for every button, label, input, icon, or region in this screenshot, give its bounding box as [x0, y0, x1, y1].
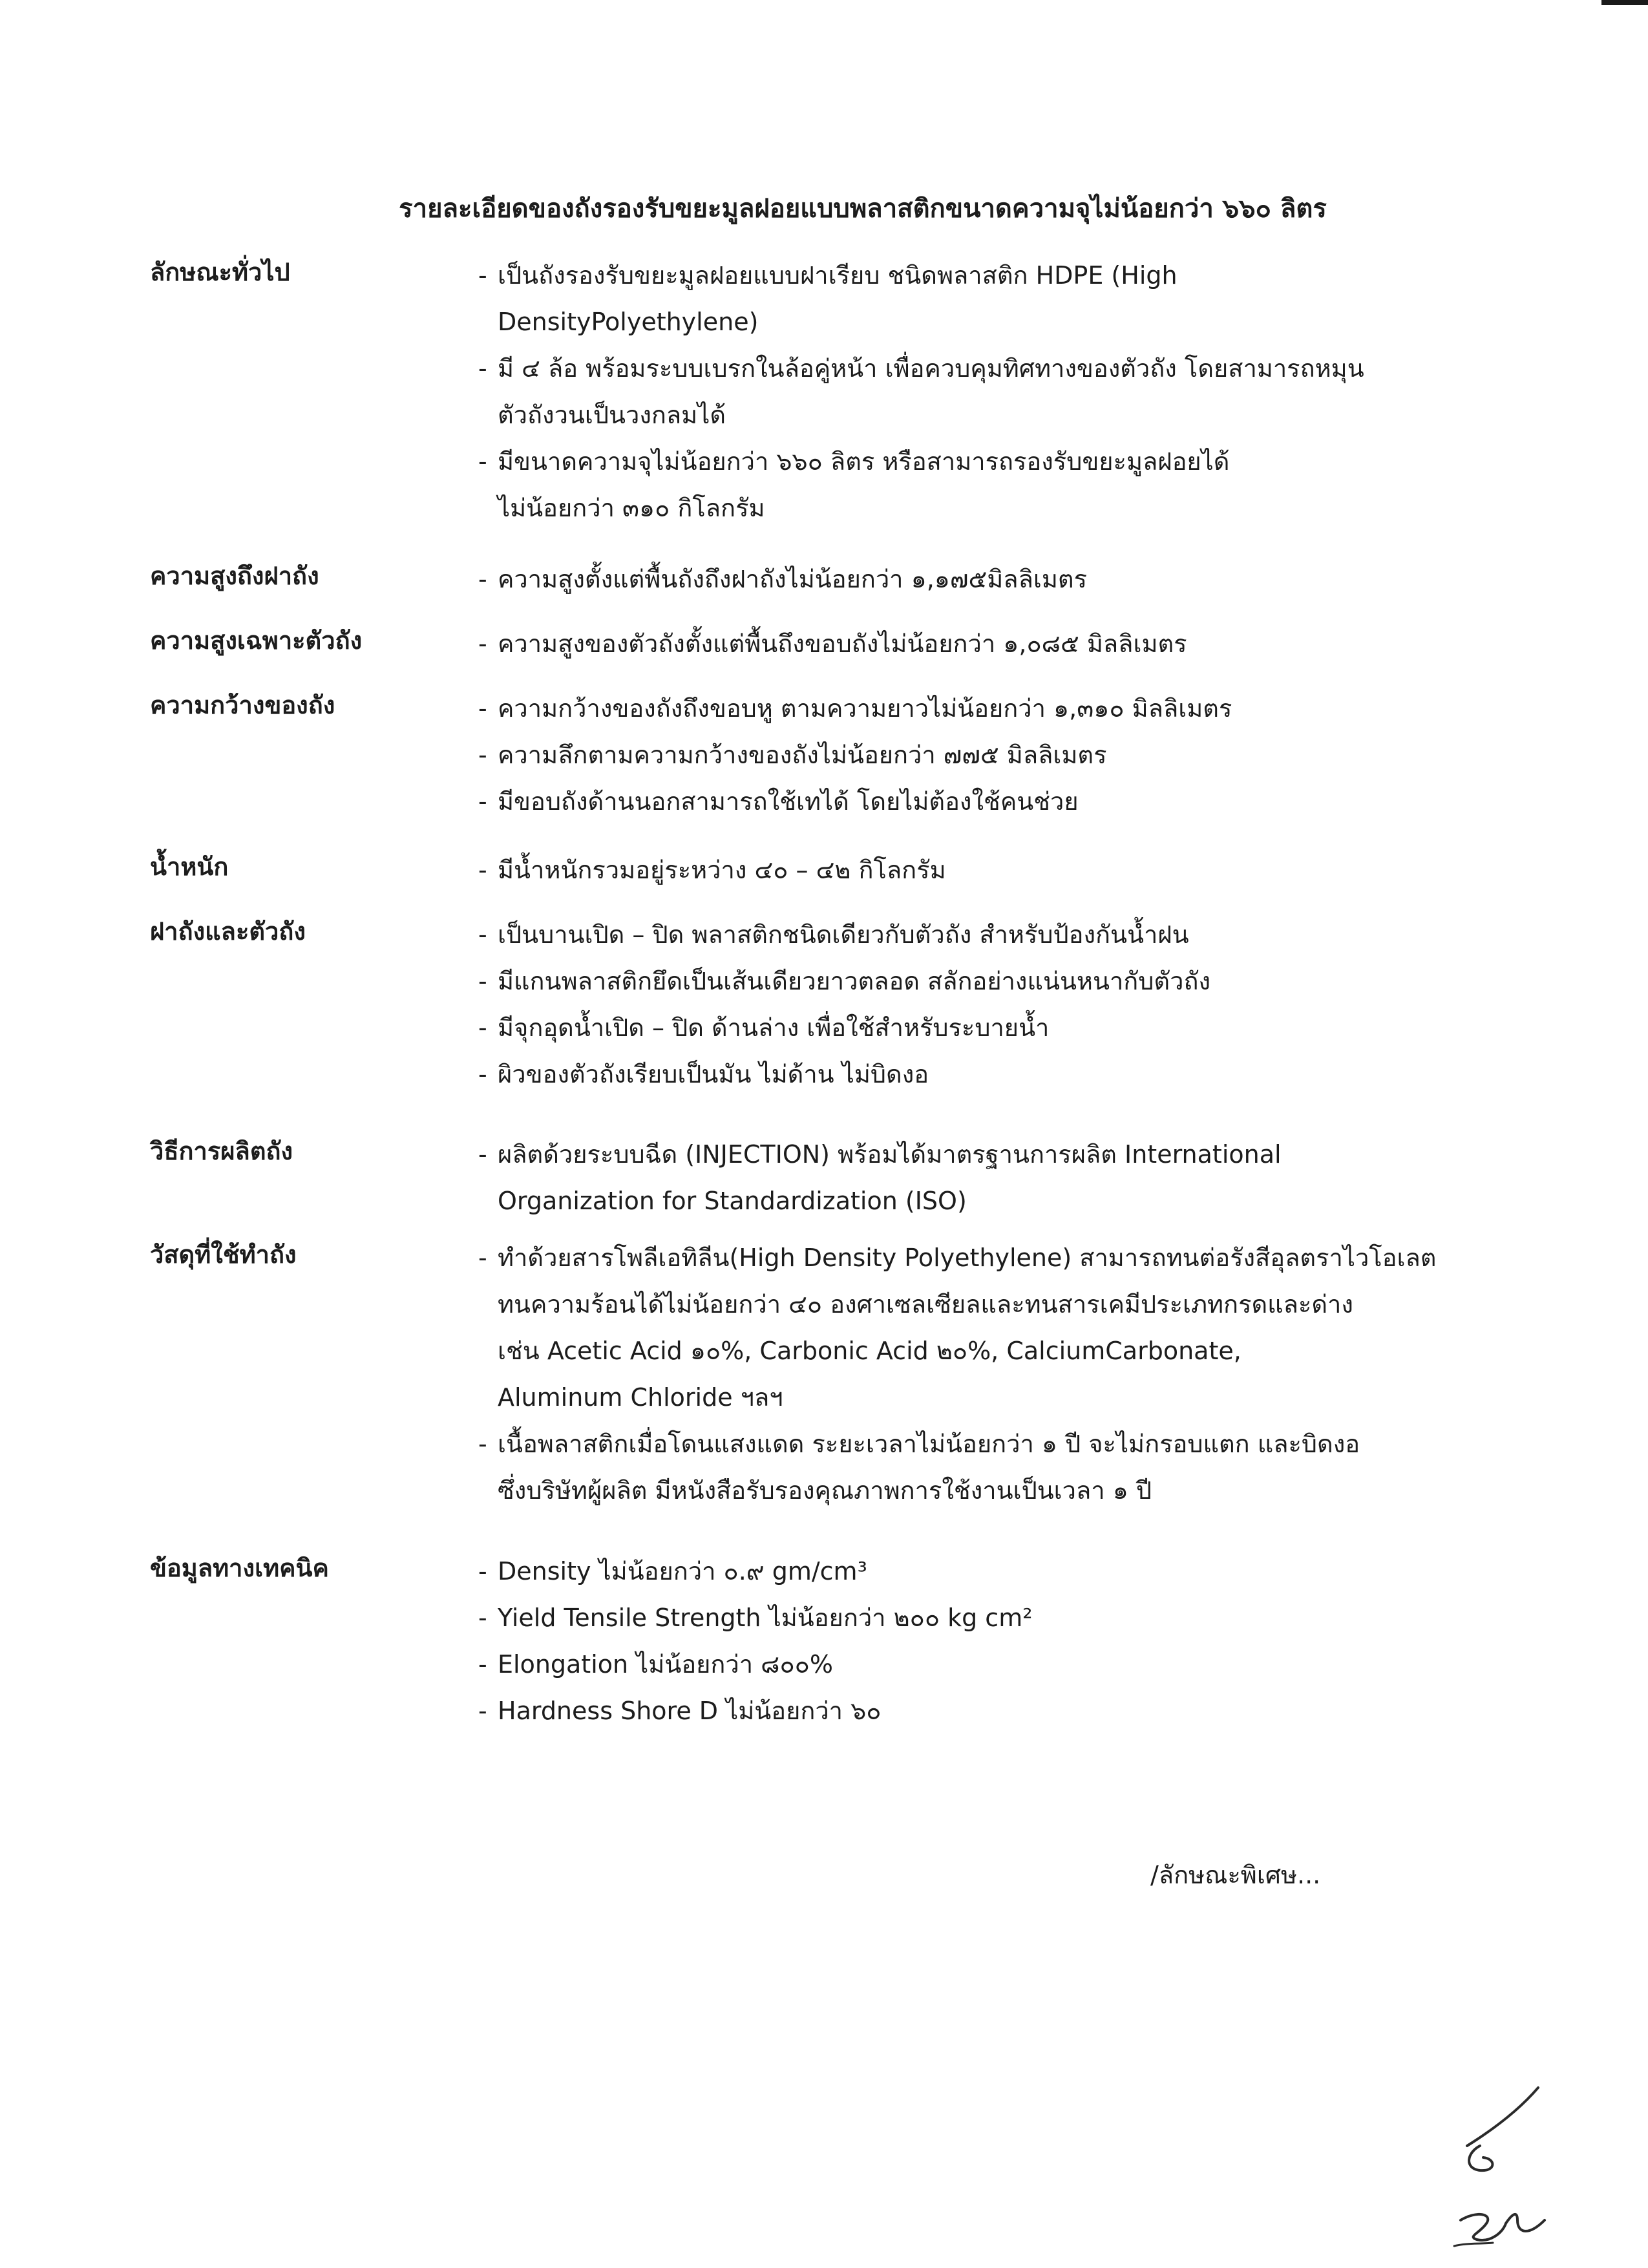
- bullet-dash: -: [478, 1557, 487, 1585]
- section-items: [478, 1548, 1512, 1734]
- section-items: [478, 911, 1512, 1097]
- item-text-line: ความสูงของตัวถังตั้งแต่พื้นถึงขอบถังไม่น้อยกว่า ๑,๐๘๕ มิลลิเมตร: [498, 630, 1187, 658]
- item-text-line: ไม่น้อยกว่า ๓๑๐ กิโลกรัม: [498, 494, 765, 522]
- section-label: ลักษณะทั่วไป: [150, 258, 290, 286]
- item-text-line: Aluminum Chloride ฯลฯ: [498, 1383, 783, 1412]
- section-label: วิธีการผลิตถัง: [150, 1137, 293, 1165]
- bullet-dash: -: [478, 920, 487, 949]
- spec-item: [478, 1235, 1512, 1421]
- item-text-line: Organization for Standardization (ISO): [498, 1187, 967, 1215]
- bullet-dash: -: [478, 261, 487, 290]
- spec-item: [478, 1051, 1512, 1097]
- section-items: [478, 252, 1512, 531]
- bullet-dash: -: [478, 967, 487, 995]
- section-label: น้ำหนัก: [150, 853, 229, 881]
- bullet-dash: -: [478, 856, 487, 884]
- item-text-line: ซึ่งบริษัทผู้ผลิต มีหนังสือรับรองคุณภาพการใช้งานเป็นเวลา ๑ ปี: [498, 1476, 1152, 1505]
- item-text-line: มีแกนพลาสติกยึดเป็นเส้นเดียวยาวตลอด สลักอย่างแน่นหนากับตัวถัง: [498, 967, 1211, 995]
- item-text-line: Yield Tensile Strength ไม่น้อยกว่า ๒๐๐ kg cm²: [498, 1604, 1033, 1632]
- item-text-line: ทนความร้อนได้ไม่น้อยกว่า ๔๐ องศาเซลเซียลและทนสารเคมีประเภทกรดและด่าง: [498, 1290, 1353, 1319]
- spec-item: [478, 847, 1512, 893]
- spec-item: [478, 438, 1512, 531]
- section-label: ความสูงถึงฝาถัง: [150, 562, 319, 590]
- item-text-line: ความสูงตั้งแต่พื้นถังถึงฝาถังไม่น้อยกว่า ๑,๑๗๕มิลลิเมตร: [498, 565, 1087, 593]
- item-text-line: ความกว้างของถังถึงขอบหู ตามความยาวไม่น้อยกว่า ๑,๓๑๐ มิลลิเมตร: [498, 694, 1232, 723]
- bullet-dash: -: [478, 1244, 487, 1272]
- section-items: [478, 556, 1512, 602]
- section-label: ความสูงเฉพาะตัวถัง: [150, 626, 363, 655]
- spec-item: [478, 252, 1512, 345]
- item-text-line: ทำด้วยสารโพลีเอทิลีน(High Density Polyethylene) สามารถทนต่อรังสีอุลตราไวโอเลต: [498, 1244, 1437, 1272]
- section-items: [478, 620, 1512, 667]
- spec-item: [478, 1595, 1512, 1641]
- bullet-dash: -: [478, 1604, 487, 1632]
- section-label: ข้อมูลทางเทคนิค: [150, 1554, 329, 1582]
- section-label: ฝาถังและตัวถัง: [150, 917, 306, 946]
- bullet-dash: -: [478, 1013, 487, 1042]
- spec-item: [478, 958, 1512, 1004]
- item-text-line: มี ๔ ล้อ พร้อมระบบเบรกในล้อคู่หน้า เพื่อควบคุมทิศทางของตัวถัง โดยสามารถหมุน: [498, 354, 1364, 383]
- continuation-note: /ลักษณะพิเศษ...: [1150, 1861, 1321, 1889]
- item-text-line: Hardness Shore D ไม่น้อยกว่า ๖๐: [498, 1697, 882, 1725]
- item-text-line: ผลิตด้วยระบบฉีด (INJECTION) พร้อมได้มาตรฐานการผลิต International: [498, 1140, 1282, 1169]
- item-text-line: มีน้ำหนักรวมอยู่ระหว่าง ๔๐ – ๔๒ กิโลกรัม: [498, 856, 946, 884]
- bullet-dash: -: [478, 354, 487, 383]
- item-text-line: มีขอบถังด้านนอกสามารถใช้เทได้ โดยไม่ต้องใช้คนช่วย: [498, 787, 1079, 816]
- section-label: ความกว้างของถัง: [150, 691, 335, 719]
- spec-item: [478, 685, 1512, 732]
- spec-item: [478, 1641, 1512, 1688]
- item-text-line: DensityPolyethylene): [498, 308, 759, 336]
- item-text-line: เนื้อพลาสติกเมื่อโดนแสงแดด ระยะเวลาไม่น้อยกว่า ๑ ปี จะไม่กรอบแตก และบิดงอ: [498, 1430, 1360, 1458]
- section-items: [478, 847, 1512, 893]
- item-text-line: เป็นบานเปิด – ปิด พลาสติกชนิดเดียวกับตัวถัง สำหรับป้องกันน้ำฝน: [498, 920, 1189, 949]
- bullet-dash: -: [478, 1060, 487, 1088]
- section-items: [478, 1131, 1512, 1224]
- item-text-line: Elongation ไม่น้อยกว่า ๘๐๐%: [498, 1650, 833, 1679]
- spec-item: [478, 1548, 1512, 1595]
- section-label: วัสดุที่ใช้ทำถัง: [150, 1240, 297, 1269]
- spec-item: [478, 1131, 1512, 1224]
- item-text-line: มีขนาดความจุไม่น้อยกว่า ๖๖๐ ลิตร หรือสามารถรองรับขยะมูลฝอยได้: [498, 447, 1230, 476]
- scan-edge-mark: [1601, 0, 1648, 5]
- section-items: [478, 1235, 1512, 1514]
- bullet-dash: -: [478, 1430, 487, 1458]
- item-text-line: เป็นถังรองรับขยะมูลฝอยแบบฝาเรียบ ชนิดพลาสติก HDPE (High: [498, 261, 1178, 290]
- spec-item: [478, 345, 1512, 438]
- item-text-line: เช่น Acetic Acid ๑๐%, Carbonic Acid ๒๐%, CalciumCarbonate,: [498, 1337, 1241, 1365]
- bullet-dash: -: [478, 787, 487, 816]
- item-text-line: ความลึกตามความกว้างของถังไม่น้อยกว่า ๗๗๕ มิลลิเมตร: [498, 741, 1107, 769]
- item-text-line: มีจุกอุดน้ำเปิด – ปิด ด้านล่าง เพื่อใช้สำหรับระบายน้ำ: [498, 1013, 1050, 1042]
- spec-item: [478, 1688, 1512, 1734]
- item-text-line: ตัวถังวนเป็นวงกลมได้: [498, 401, 726, 429]
- bullet-dash: -: [478, 630, 487, 658]
- bullet-dash: -: [478, 741, 487, 769]
- document-title: รายละเอียดของถังรองรับขยะมูลฝอยแบบพลาสติกขนาดความจุไม่น้อยกว่า ๖๖๐ ลิตร: [399, 194, 1327, 224]
- spec-item: [478, 911, 1512, 958]
- bullet-dash: -: [478, 1697, 487, 1725]
- item-text-line: Density ไม่น้อยกว่า ๐.๙ gm/cm³: [498, 1557, 867, 1585]
- bullet-dash: -: [478, 694, 487, 723]
- handwritten-initials-signature: [1441, 2049, 1583, 2262]
- spec-item: [478, 1004, 1512, 1051]
- bullet-dash: -: [478, 447, 487, 476]
- bullet-dash: -: [478, 565, 487, 593]
- section-items: [478, 685, 1512, 825]
- bullet-dash: -: [478, 1140, 487, 1169]
- spec-item: [478, 620, 1512, 667]
- item-text-line: ผิวของตัวถังเรียบเป็นมัน ไม่ด้าน ไม่บิดงอ: [498, 1060, 929, 1088]
- spec-item: [478, 732, 1512, 778]
- spec-item: [478, 1421, 1512, 1514]
- spec-item: [478, 778, 1512, 825]
- spec-item: [478, 556, 1512, 602]
- bullet-dash: -: [478, 1650, 487, 1679]
